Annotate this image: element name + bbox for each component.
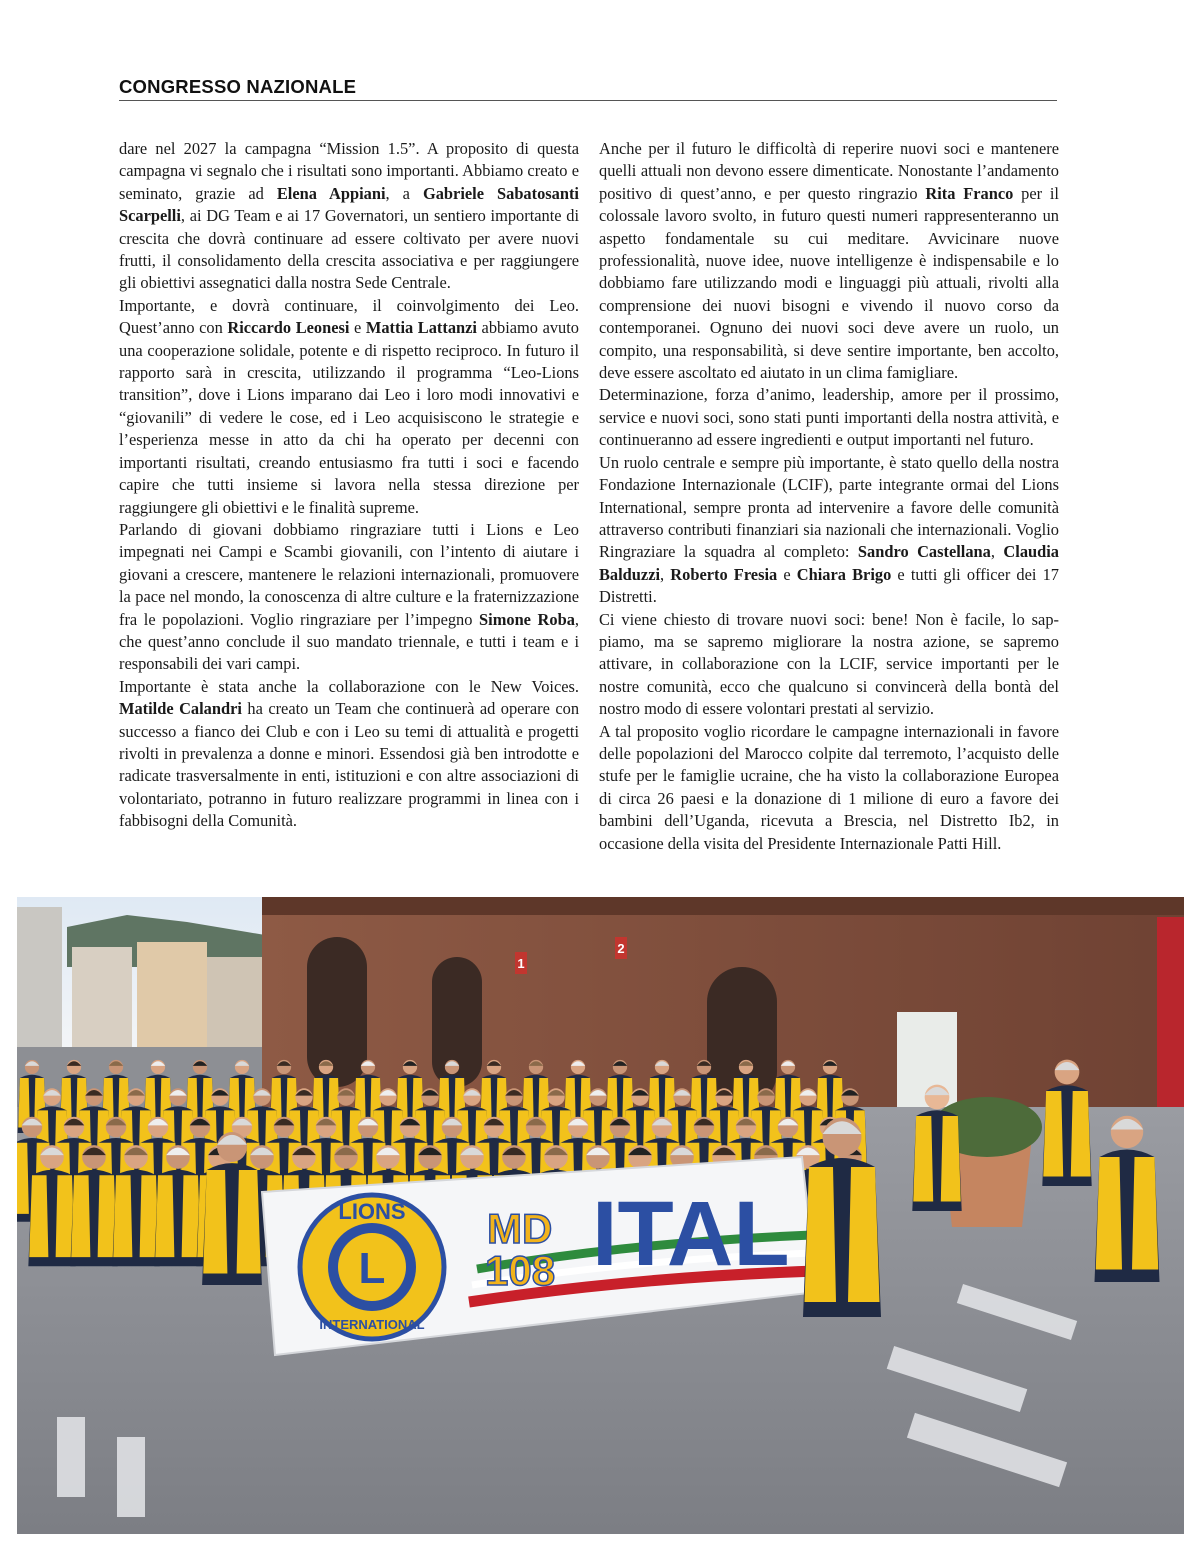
article-paragraph (599, 452, 1059, 609)
text-run: per il colossale lavoro svolto, in futuro questi numeri rappresenteranno un aspetto fondamentale su cui meditare. Avvicinare nuove professionalità, nuove idee, nuove intelligenze è indispensabile e lo dobbiamo fare utilizzando modi e linguaggi più attuali, rivolti alla comprensione dei nuovi bisogni e vivendo il nuovo corso da contemporanei. Ognuno dei nuovi soci deve avere un ruolo, un compito, una responsabilità, si deve sentire importante, ben accolto, deve essere ascoltato ed aiutato in un clima famigliare. (599, 183, 1059, 383)
text-run: Anche per il futuro le difficoltà di reperire nuovi soci e mantenere quelli attuali non devono essere dimenticate. Nonostante l’andamento positivo di quest’anno, e per questo ringrazio (599, 139, 1059, 203)
text-run: Parlando di giovani dobbiamo ringraziare tutti i Lions e Leo impegnati nei Campi e Scambi giovanili, con l’intento di aiutare i giovani a crescere, mantenere le relazioni internazionali, promuovere la pace nel mondo, la conoscenza di altre culture e la fraternizzazione fra le popolazioni. Voglio ringraziare per l’impegno (119, 519, 579, 629)
person-name: Claudia Balduzzi (599, 542, 1059, 584)
article-paragraph (599, 721, 1059, 855)
arched-window (307, 937, 367, 1087)
article-paragraph (599, 609, 1059, 721)
text-run: ha creato un Team che continuerà ad operare con successo a fianco dei Club e con i Leo su temi di attualità e progetti rivolti in prevalenza a donne e minori. Essendosi già ben introdotte e radicate trasversalmente in enti, istituzioni e con altre associazioni di volontariato, potranno in futuro realizzare programmi in linea con i fabbisogni della Comunità. (119, 699, 580, 831)
text-run: , ai DG Team e ai 17 Governatori, un sentiero importante di crescita che dovrà continuare ad essere coltivato per avere nuovi frutti, il consolidamento della crescita associativa e per raggiungere gli obiettivi assegnatici dalla nostra Sede Centrale. (119, 206, 579, 293)
text-run: e (349, 318, 366, 338)
text-run: , che quest’anno conclude il suo mandato triennale, e tutti i team e i responsabili dei vari campi. (119, 609, 580, 674)
article-paragraph (119, 138, 579, 295)
page-header (119, 74, 1057, 101)
sign-number-2: 2 (617, 941, 625, 956)
article-paragraph (119, 676, 579, 833)
emblem-bottom-text: INTERNATIONAL (319, 1317, 425, 1332)
person-name: Simone Roba (479, 609, 575, 629)
banner-108: 108 (485, 1247, 556, 1294)
text-run: , a (385, 183, 423, 203)
text-run: , (660, 564, 671, 584)
person-name: Mattia Lattanzi (365, 318, 477, 338)
article-column-right (599, 138, 1059, 855)
text-run: , (990, 542, 1004, 562)
text-run: e (777, 564, 797, 584)
emblem-top-text: LIONS (338, 1199, 406, 1224)
person-name: Rita Franco (925, 183, 1014, 203)
parade-photo (17, 897, 1184, 1534)
text-run: A tal proposito voglio ricordare le campagne internazionali in favore delle popolazioni del Marocco colpite dal terremoto, l’acquisto delle stufe per le famiglie ucraine, che ha visto la collaborazione Europea di circa 26 paesi e la donazione di 1 milione di euro a favore dei bambini dell’Uganda, ricevuta a Brescia, nel Distretto Ib2, in occasione della visita del Presidente Internazionale Patti Hill. (599, 721, 1059, 853)
article-paragraph (119, 295, 579, 519)
lions-emblem (300, 1195, 444, 1339)
text-run: Determinazione, forza d’animo, leadership, amore per il prossimo, service e nuovi soci, sono stati punti importanti della nostra attività, e continueranno ad essere ingredienti e output importanti nel futuro. (599, 385, 1059, 450)
person-name: Chiara Brigo (796, 564, 892, 584)
text-run: abbiamo avuto una cooperazione solidale, potente e di rispetto reciproco. In futuro il rapporto sarà in crescita, utilizzando il programma “Leo-Lions transition”, dove i Lions imparano dai Leo i loro modi innovativi e “giovanili” di vedere le cose, ed i Leo acquisiscono le strategie e l’esperienza messe in atto da chi ha operato per decenni con importanti risultati, creando entusiasmo fra tutti i soci e facendo capire che tutti insieme si lavora nella stessa direzione per raggiungere gli obiettivi e le finalità supreme. (119, 318, 579, 517)
text-run: e tutti gli officer dei 17 Distretti. (599, 564, 1059, 607)
section-title: CONGRESSO NAZIONALE (119, 76, 357, 97)
sign-number-1: 1 (517, 956, 525, 971)
person-name: Matilde Calandri (119, 699, 242, 719)
text-run: dare nel 2027 la campagna “Mission 1.5”. A proposito di questa campagna vi segnalo che i risultati sono importanti. Abbiamo creato e seminato, grazie ad (119, 139, 579, 203)
person-name: Roberto Fresia (670, 564, 778, 584)
emblem-letter: L (358, 1244, 386, 1293)
banner-country: ITAL (592, 1183, 790, 1285)
person-name: Gabriele Sabatosanti Scarpelli (119, 183, 579, 226)
text-run: Importante è stata anche la collaborazione con le New Voices. (119, 676, 579, 696)
banner-md: MD (487, 1205, 553, 1252)
text-run: Ci viene chiesto di trovare nuovi soci: bene! Non è facile, lo sappiamo, ma se sapremo migliorare la nostra azione, se sapremo attivare, in collaborazione con la LCIF, service importanti per le nostre comunità, ecco che qualcuno si convincerà della bontà del nostro modo di essere volontari prestati al servizio. (599, 609, 1059, 719)
article-paragraph (599, 384, 1059, 451)
article-paragraph (119, 519, 579, 676)
text-run: Un ruolo centrale e sempre più importante, è stato quello della nostra Fondazione Internazionale (LCIF), parte integrante ormai del Lions International, sempre pronta ad intervenire a favore delle comunità attraverso contributi finanziari sia nazionali che internazionali. Voglio Ringraziare la squadra al completo: (599, 452, 1059, 562)
person-name: Riccardo Leonesi (227, 318, 350, 338)
article-paragraph (599, 138, 1059, 384)
person-name: Elena Appiani (276, 183, 386, 203)
article-column-left (119, 138, 579, 833)
text-run: Importante, e dovrà continuare, il coinvolgimento dei Leo. Quest’anno con (119, 295, 579, 338)
person-name: Sandro Castellana (857, 542, 991, 562)
